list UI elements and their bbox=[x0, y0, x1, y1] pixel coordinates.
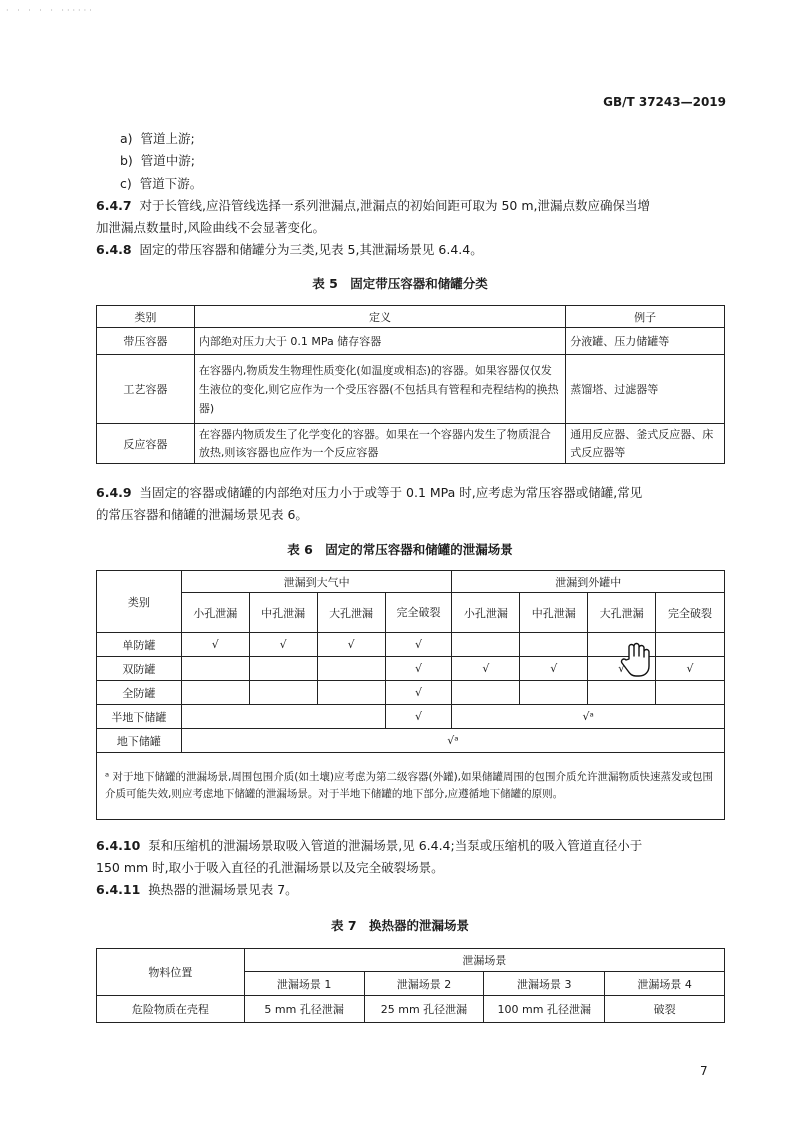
table6-header-category: 类别 bbox=[97, 571, 182, 633]
table5-cell: 蒸馏塔、过滤器等 bbox=[566, 355, 725, 424]
table5-cell: 内部绝对压力大于 0.1 MPa 储存容器 bbox=[194, 328, 565, 355]
table6-row-label: 全防罐 bbox=[97, 681, 182, 705]
table6-cell bbox=[452, 681, 520, 705]
table6-merged-cell: √ᵃ bbox=[181, 729, 724, 753]
table6-cell: √ bbox=[385, 633, 452, 657]
table6-subheader: 小孔泄漏 bbox=[452, 593, 520, 633]
table6-cell bbox=[181, 657, 249, 681]
table6 bbox=[96, 570, 725, 820]
table7-subheader: 泄漏场景 1 bbox=[244, 972, 364, 996]
clause-6-4-10-line2: 150 mm 时,取小于吸入直径的孔泄漏场景以及完全破裂场景。 bbox=[96, 860, 444, 875]
table6-cell bbox=[317, 657, 385, 681]
table6-cell bbox=[317, 705, 385, 729]
table6-cell bbox=[588, 681, 656, 705]
table6-subheader: 大孔泄漏 bbox=[588, 593, 656, 633]
table5-header: 定义 bbox=[194, 306, 565, 328]
table7-header-position: 物料位置 bbox=[97, 949, 245, 996]
table6-cell: √ bbox=[588, 657, 656, 681]
table7-cell: 5 mm 孔径泄漏 bbox=[244, 996, 364, 1023]
table6-subheader: 中孔泄漏 bbox=[520, 593, 588, 633]
table6-cell: √ bbox=[317, 633, 385, 657]
table5-header: 类别 bbox=[97, 306, 195, 328]
table6-subheader: 完全破裂 bbox=[385, 593, 452, 633]
table-row bbox=[97, 705, 725, 729]
table5-cell: 在容器内,物质发生物理性质变化(如温度或相态)的容器。如果容器仅仅发生液位的变化,则它应作为一个受压容器(不包括具有管程和壳程结构的换热器) bbox=[194, 355, 565, 424]
table6-subheader: 大孔泄漏 bbox=[317, 593, 385, 633]
table6-cell bbox=[181, 681, 249, 705]
table7-subheader: 泄漏场景 2 bbox=[364, 972, 484, 996]
scan-dots: · · · · · ······ bbox=[6, 6, 95, 15]
clause-6-4-8: 6.4.8 固定的带压容器和储罐分为三类,见表 5,其泄漏场景见 6.4.4。 bbox=[96, 242, 483, 257]
table6-row-label: 双防罐 bbox=[97, 657, 182, 681]
list-item: b) 管道中游; bbox=[120, 153, 195, 168]
table-row bbox=[97, 753, 725, 820]
table6-cell: √ bbox=[385, 657, 452, 681]
table6-cell bbox=[452, 633, 520, 657]
table6-cell bbox=[181, 705, 249, 729]
list-item: c) 管道下游。 bbox=[120, 176, 203, 191]
table6-caption: 表 6 固定的常压容器和储罐的泄漏场景 bbox=[287, 542, 513, 557]
table6-cell bbox=[249, 681, 317, 705]
table5-cell: 分液罐、压力储罐等 bbox=[566, 328, 725, 355]
table5-caption: 表 5 固定带压容器和储罐分类 bbox=[312, 276, 488, 291]
table7-header-group: 泄漏场景 bbox=[244, 949, 724, 972]
page-number: 7 bbox=[700, 1064, 708, 1078]
table5-cell: 反应容器 bbox=[97, 424, 195, 464]
clause-6-4-7-line1: 6.4.7 对于长管线,应沿管线选择一系列泄漏点,泄漏点的初始间距可取为 50 m,泄漏点数应确保当增 bbox=[96, 198, 650, 213]
table6-cell: √ bbox=[656, 657, 725, 681]
table-row bbox=[97, 996, 725, 1023]
clause-6-4-7-line2: 加泄漏点数量时,风险曲线不会显著变化。 bbox=[96, 220, 325, 235]
clause-6-4-9-line2: 的常压容器和储罐的泄漏场景见表 6。 bbox=[96, 507, 308, 522]
table6-subheader: 中孔泄漏 bbox=[249, 593, 317, 633]
standard-code: GB/T 37243—2019 bbox=[603, 95, 726, 109]
table6-cell bbox=[520, 633, 588, 657]
table6-cell: √ bbox=[452, 657, 520, 681]
table5-header: 例子 bbox=[566, 306, 725, 328]
table6-cell bbox=[656, 681, 725, 705]
table5 bbox=[96, 305, 725, 464]
table7-subheader: 泄漏场景 4 bbox=[605, 972, 725, 996]
table7-cell: 25 mm 孔径泄漏 bbox=[364, 996, 484, 1023]
table7-row-label: 危险物质在壳程 bbox=[97, 996, 245, 1023]
table6-cell: √ bbox=[181, 633, 249, 657]
table-row bbox=[97, 681, 725, 705]
hand-pointer-icon bbox=[620, 642, 650, 682]
table6-group-atmosphere: 泄漏到大气中 bbox=[181, 571, 452, 593]
table5-cell: 通用反应器、釜式反应器、床式反应器等 bbox=[566, 424, 725, 464]
table6-cell bbox=[317, 681, 385, 705]
table7-caption: 表 7 换热器的泄漏场景 bbox=[330, 918, 470, 933]
table6-group-outer-tank: 泄漏到外罐中 bbox=[452, 571, 725, 593]
table6-row-label: 单防罐 bbox=[97, 633, 182, 657]
table6-cell: √ bbox=[249, 633, 317, 657]
table6-cell: √ bbox=[385, 705, 452, 729]
table7-subheader: 泄漏场景 3 bbox=[484, 972, 605, 996]
table6-row-label: 地下储罐 bbox=[97, 729, 182, 753]
table7-cell: 破裂 bbox=[605, 996, 725, 1023]
table6-subheader: 完全破裂 bbox=[656, 593, 725, 633]
table6-footnote: ᵃ 对于地下储罐的泄漏场景,周围包围介质(如土壤)应考虑为第二级容器(外罐),如果储罐周围的包围介质允许泄漏物质快速蒸发或包围介质可能失效,则应考虑地下储罐的泄漏场景。对于半地下储罐的地下部分,应遵循地下储罐的原则。 bbox=[97, 753, 725, 820]
clause-6-4-9-line1: 6.4.9 当固定的容器或储罐的内部绝对压力小于或等于 0.1 MPa 时,应考虑为常压容器或储罐,常见 bbox=[96, 485, 643, 500]
table5-cell: 工艺容器 bbox=[97, 355, 195, 424]
table5-cell: 在容器内物质发生了化学变化的容器。如果在一个容器内发生了物质混合放热,则该容器也应作为一个反应容器 bbox=[194, 424, 565, 464]
clause-6-4-10-line1: 6.4.10 泵和压缩机的泄漏场景取吸入管道的泄漏场景,见 6.4.4;当泵或压缩机的吸入管道直径小于 bbox=[96, 838, 643, 853]
table6-cell: √ bbox=[385, 681, 452, 705]
table6-cell bbox=[656, 633, 725, 657]
list-item: a) 管道上游; bbox=[120, 131, 195, 146]
table6-cell bbox=[249, 657, 317, 681]
table-row bbox=[97, 355, 725, 424]
table7 bbox=[96, 948, 725, 1023]
table-row bbox=[97, 729, 725, 753]
table6-cell: √ bbox=[520, 657, 588, 681]
table6-cell bbox=[520, 681, 588, 705]
table5-cell: 带压容器 bbox=[97, 328, 195, 355]
table7-cell: 100 mm 孔径泄漏 bbox=[484, 996, 605, 1023]
table6-cell bbox=[249, 705, 317, 729]
table-row bbox=[97, 328, 725, 355]
table6-merged-cell: √ᵃ bbox=[452, 705, 725, 729]
table6-subheader: 小孔泄漏 bbox=[181, 593, 249, 633]
table-row bbox=[97, 424, 725, 464]
clause-6-4-11: 6.4.11 换热器的泄漏场景见表 7。 bbox=[96, 882, 298, 897]
table6-row-label: 半地下储罐 bbox=[97, 705, 182, 729]
